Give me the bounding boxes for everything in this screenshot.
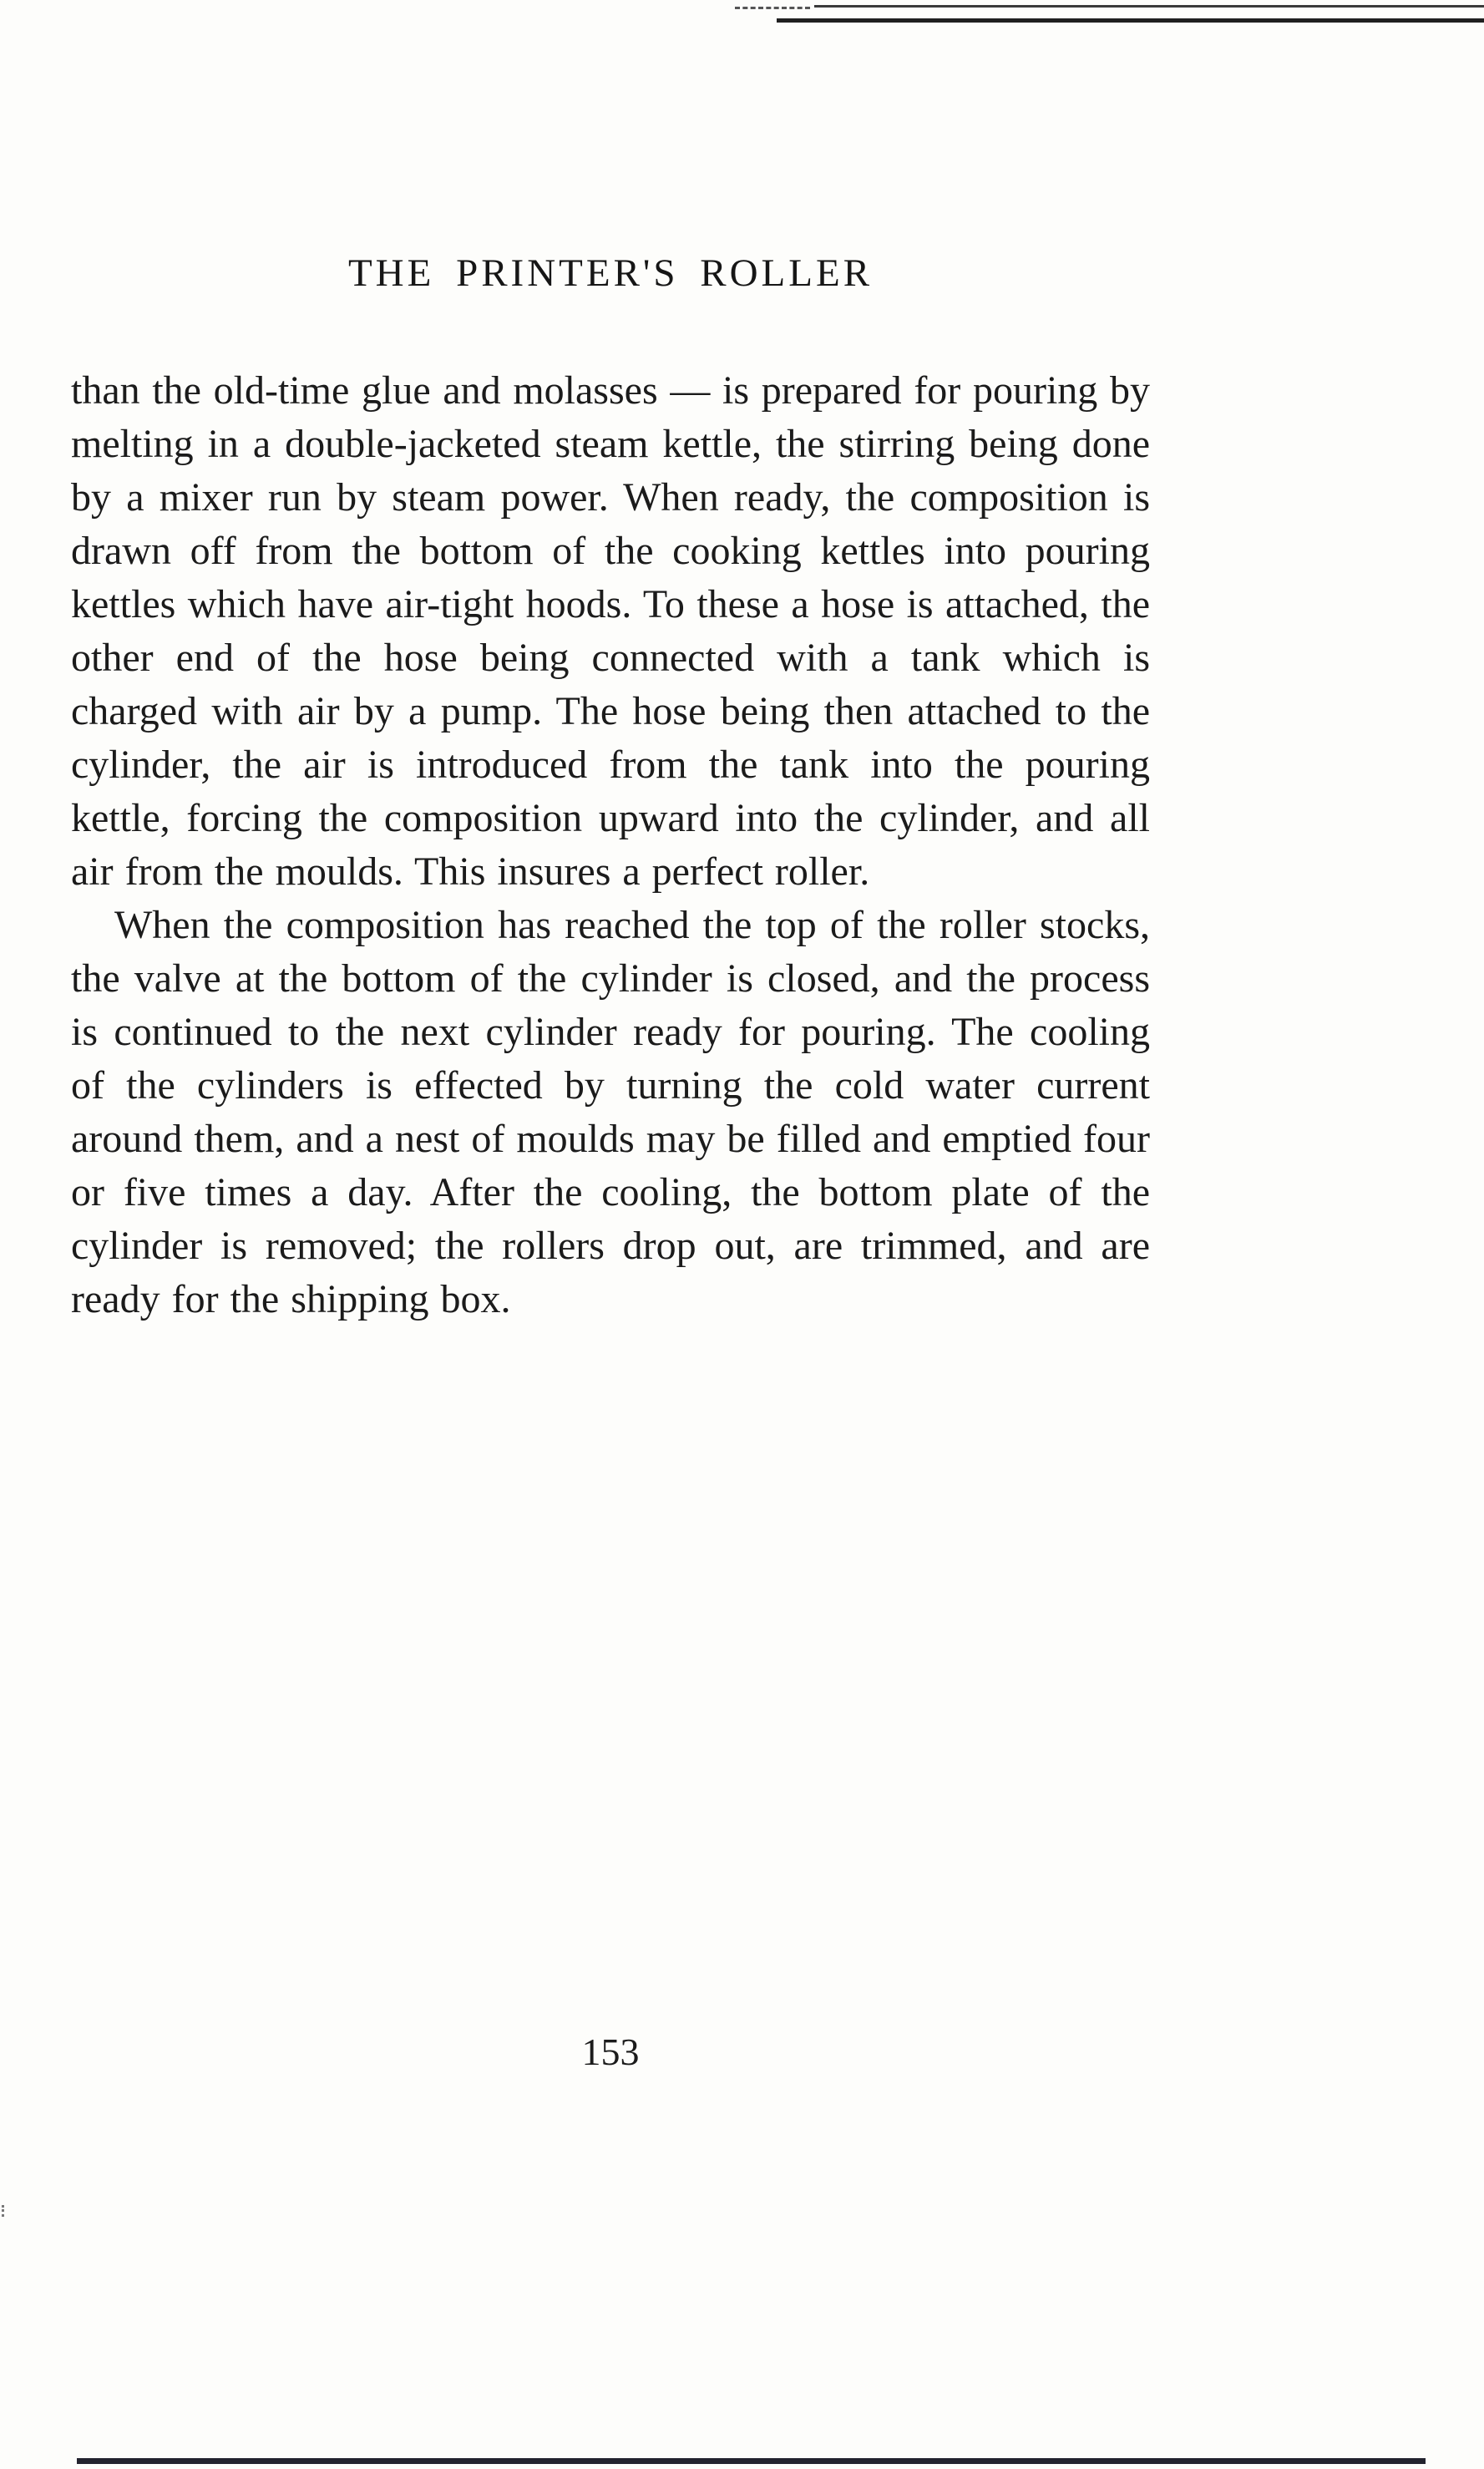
scan-artifact-left-edge-mark — [2, 2205, 8, 2217]
body-paragraph: When the composition has reached the top of the roller stocks, the valve at the bottom of the cylinder is closed, and the process is continued to the next cylinder ready for pouring. The cooling of the cylinders is effected by turning the cold water current around them, and a nest of moulds may be filled and emptied four or five times a day. After the cooling, the bottom plate of the cylinder is removed; the rollers drop out, are trimmed, and are ready for the shipping box. — [71, 903, 1150, 1321]
scan-artifact-top-dashed-rule — [735, 7, 810, 9]
scan-artifact-bottom-rule — [77, 2458, 1426, 2464]
page-header: THE PRINTER'S ROLLER — [347, 251, 874, 295]
body-paragraph: than the old-time glue and molasses — is prepared for pouring by melting in a double-jacketed steam kettle, the stirring being done by a mixer run by steam power. When ready, the composition is drawn off from the bottom of the cooking kettles into pouring kettles which have air-tight hoods. To these a hose is attached, the other end of the hose being connected with a tank which is charged with air by a pump. The hose being then attached to the cylinder, the air is introduced from the tank into the pouring kettle, forcing the composition upward into the cylinder, and all air from the moulds. This insures a perfect roller. — [71, 368, 1150, 894]
scan-artifact-top-rule-thick — [777, 18, 1484, 23]
scan-artifact-top-rule-thin — [814, 5, 1484, 8]
page-number: 153 — [581, 2030, 640, 2073]
text-block — [71, 251, 1150, 1326]
